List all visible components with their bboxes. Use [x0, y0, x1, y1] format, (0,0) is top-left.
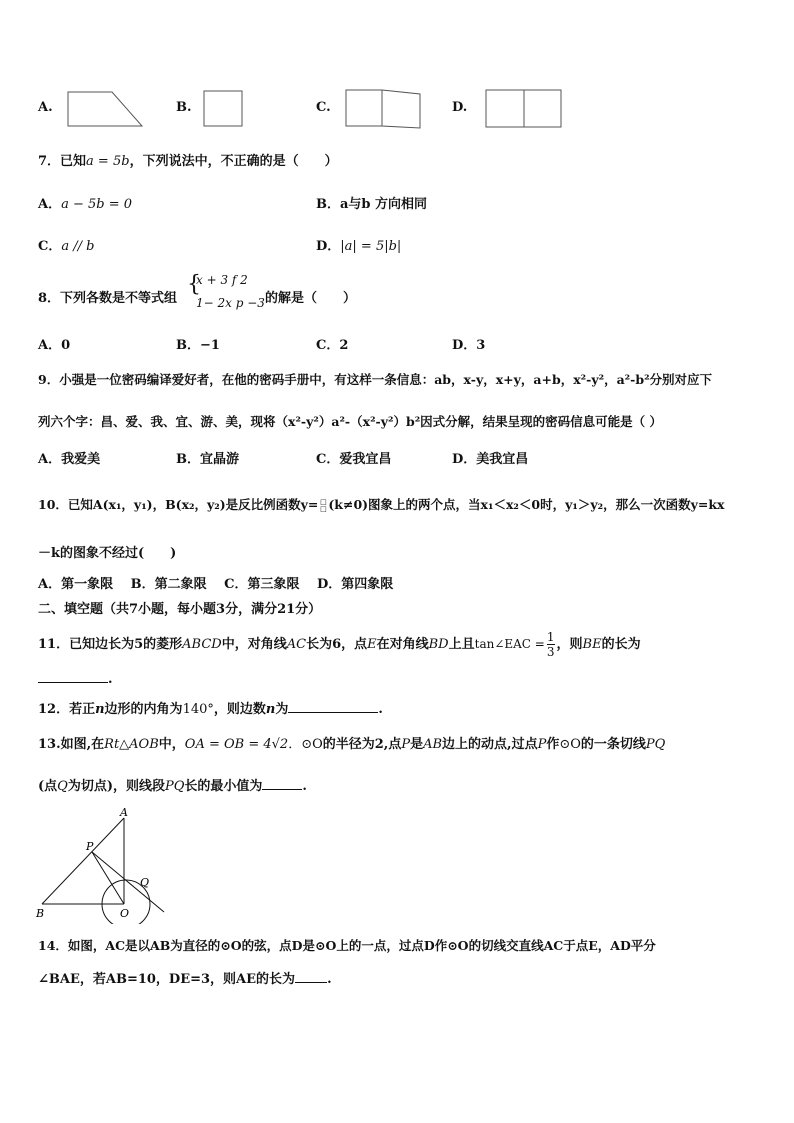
- q13-p: P: [401, 737, 411, 752]
- q13-line2: [38, 775, 307, 794]
- q10-line1-b: (k≠0)图象上的两个点，当x₁＜x₂＜0时，y₁＞y₂，那么一次函数y=kx: [328, 497, 725, 512]
- q8-system-line2: 1− 2x p −3: [196, 296, 265, 310]
- q8-tail: 的解是（ ）: [265, 291, 357, 306]
- q11-abcd: ABCD: [182, 637, 222, 652]
- q11-t1: 11．已知边长为5的菱形: [38, 637, 183, 652]
- q9-line2: 列六个字：昌、爱、我、宜、游、美，现将（x²-y²）a²-（x²-y²）b²因式分解，结果呈现的密码信息可能是（ ）: [38, 414, 663, 429]
- q13-triangle: Rt△AOB: [104, 737, 159, 752]
- q11-t4: 在对角线: [376, 637, 429, 652]
- q12-t1: 12．若正: [38, 702, 96, 717]
- segment-ab: [42, 818, 124, 904]
- q11-t3: 长为6，点: [306, 637, 368, 652]
- q7-option-a-text: a − 5b = 0: [61, 197, 133, 212]
- q13-line1: [38, 733, 665, 752]
- q11-ac: AC: [286, 637, 307, 652]
- q13-t3: 的半径为2,点: [322, 737, 402, 752]
- q13-t5: 边上的动点,过点: [442, 737, 538, 752]
- q13-p2: P: [537, 737, 547, 752]
- q7-option-a: [38, 193, 132, 212]
- q13-end: .: [302, 779, 307, 794]
- q13-answer-blank[interactable]: [262, 777, 302, 790]
- q8-option-a: A．0: [38, 338, 71, 353]
- q11-answer-blank[interactable]: [38, 670, 108, 683]
- q13-t9: 为切点)，则线段: [67, 779, 165, 794]
- q6-option-b-label: B.: [176, 100, 192, 115]
- trapezoid-figure: [66, 90, 146, 128]
- q11-fraction-numerator: 1: [546, 630, 555, 644]
- q9-option-a: A．我爱美: [38, 452, 101, 467]
- q12-t4: 为: [275, 702, 289, 717]
- q7-option-b-label: B．: [316, 197, 340, 212]
- two-panel-figure-c: [344, 88, 424, 130]
- q7-tail: ，下列说法中，不正确的是（ ）: [129, 154, 338, 169]
- q11-t2: 中，对角线: [221, 637, 287, 652]
- segment-po: [92, 852, 124, 904]
- q11-end: .: [108, 672, 113, 687]
- q12-t3: ，则边数: [213, 702, 266, 717]
- label-b: B: [36, 907, 45, 920]
- q13-t10: 长的最小值为: [184, 779, 263, 794]
- q13-t4: 是: [410, 737, 424, 752]
- q13-t2: 中，: [158, 737, 185, 752]
- label-o: O: [120, 907, 130, 920]
- q12-n2: n: [265, 702, 276, 717]
- label-q: Q: [140, 876, 150, 889]
- q11-e: E: [367, 637, 377, 652]
- q13-ab: AB: [423, 737, 443, 752]
- q11-be: BE: [582, 637, 602, 652]
- q6-option-c-label: C.: [316, 100, 331, 115]
- q13-q: Q: [57, 779, 68, 794]
- q12-end: .: [378, 702, 383, 717]
- q13-t6: 作: [546, 737, 560, 752]
- square-figure: [203, 90, 245, 128]
- q10-line1-a: 10．已知A(x₁，y₁)，B(x₂，y₂)是反比例函数y=: [38, 497, 319, 512]
- q7-option-b: [316, 193, 427, 212]
- q11-fraction: [547, 630, 555, 659]
- q12-t2: 边形的内角为: [104, 702, 183, 717]
- label-p: P: [86, 840, 94, 853]
- q11-answer: [38, 670, 113, 687]
- q7-option-d-label: D．: [316, 239, 341, 254]
- q8-option-b: B．−1: [176, 338, 220, 353]
- q11-bd: BD: [428, 637, 449, 652]
- two-square-figure-d: [484, 88, 564, 130]
- q13-pq: PQ: [645, 737, 666, 752]
- q7-option-c: [38, 235, 94, 254]
- q12-line: [38, 698, 383, 717]
- q10-line2: －k的图象不经过( ): [38, 546, 177, 561]
- q14-answer-blank[interactable]: [295, 970, 327, 983]
- q8-system-line1: x + 3 f 2: [196, 273, 248, 287]
- q9-option-d: D．美我宜昌: [452, 452, 529, 467]
- q14-line2: [38, 968, 332, 987]
- q10-line1: [38, 495, 724, 513]
- q7-expression: a = 5b: [86, 154, 130, 169]
- q6-option-d-label: D.: [452, 100, 468, 115]
- q13-circ: ⊙O: [559, 737, 581, 752]
- q7-option-a-label: A．: [38, 197, 62, 212]
- section2-heading: 二、填空题（共7小题，每小题3分，满分21分）: [38, 602, 322, 617]
- q6-option-a-label: A.: [38, 100, 53, 115]
- q7-stem: [38, 150, 338, 169]
- q10-options: A．第一象限 B．第二象限 C．第三象限 D．第四象限: [38, 577, 394, 592]
- q8-option-c: C．2: [316, 338, 349, 353]
- q13-equation: OA = OB = 4√2: [184, 737, 289, 752]
- q11-tan: tan∠EAC =: [474, 637, 545, 651]
- q11-line1: [38, 630, 641, 659]
- q12-n: n: [95, 702, 105, 717]
- q9-line1: 9．小强是一位密码编译爱好者，在他的密码手册中，有这样一条信息：ab，x-y，x+y，a+b，x²-y²，a²-b²分别对应下: [38, 372, 713, 387]
- q7-stem-text: 7．已知: [38, 154, 87, 169]
- q8-stem: [38, 287, 177, 306]
- q13-circle-o: ．⊙O: [288, 737, 323, 752]
- q14-line2-text: ∠BAE，若AB=10，DE=3，则AE的长为: [38, 972, 296, 987]
- q11-fraction-denominator: 3: [546, 645, 555, 659]
- q7-option-b-text: a与b 方向相同: [340, 197, 428, 212]
- q13-t1: 13.如图,在: [38, 737, 105, 752]
- q13-pq2: PQ: [164, 779, 185, 794]
- q11-t6: ，则: [556, 637, 583, 652]
- q9-option-b: B．宜晶游: [176, 452, 239, 467]
- q8-brace: {: [187, 272, 201, 297]
- q13-t7: 的一条切线: [580, 737, 646, 752]
- q12-angle: 140°: [182, 702, 214, 717]
- q7-option-d-text: |a| = 5|b|: [340, 239, 402, 254]
- q9-option-c: C．爱我宜昌: [316, 452, 392, 467]
- q12-answer-blank[interactable]: [288, 700, 378, 713]
- label-a: A: [120, 806, 128, 819]
- q8-stem-text: 8．下列各数是不等式组: [38, 291, 178, 306]
- q8-option-d: D．3: [452, 338, 486, 353]
- q10-fraction-placeholder: □ □: [320, 497, 327, 513]
- q14-end: .: [327, 972, 332, 987]
- q13-t8: (点: [38, 779, 58, 794]
- q7-option-c-text: a // b: [61, 239, 95, 254]
- tangent-pq: [92, 852, 164, 912]
- q13-figure: [34, 806, 174, 924]
- q14-line1: 14．如图，AC是以AB为直径的⊙O的弦，点D是⊙O上的一点，过点D作⊙O的切线交直线AC于点E，AD平分: [38, 938, 656, 953]
- q7-option-c-label: C．: [38, 239, 62, 254]
- q7-option-d: [316, 235, 401, 254]
- q11-t7: 的长为: [601, 637, 641, 652]
- q11-t5: 上且: [448, 637, 475, 652]
